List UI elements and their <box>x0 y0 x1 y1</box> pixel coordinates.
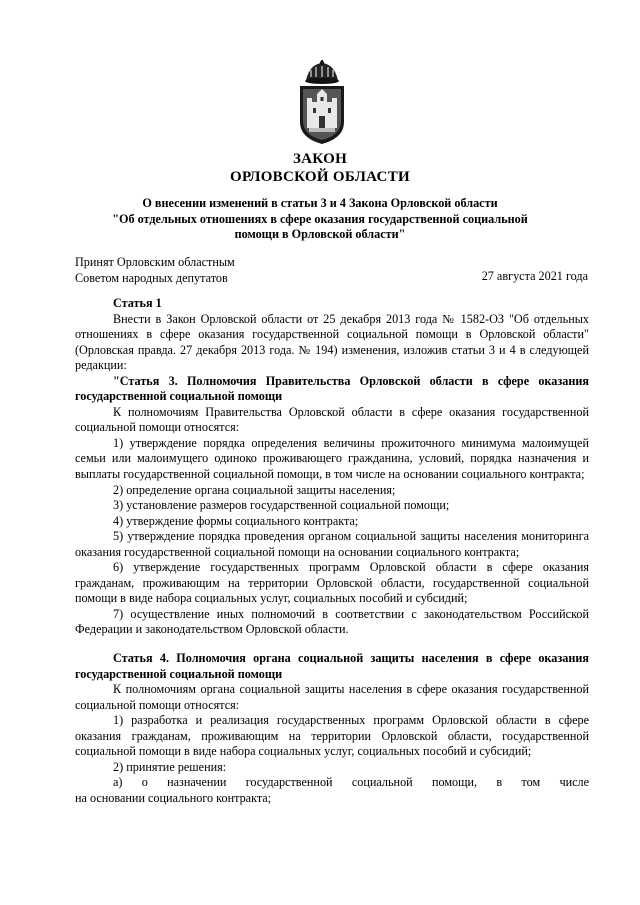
subtitle-line: помощи в Орловской области" <box>234 227 406 241</box>
adoption-date: 27 августа 2021 года <box>481 269 588 283</box>
article-4-heading: Статья 4. Полномочия органа социальной защиты населения в сфере оказания государственной социальной помощи <box>75 651 589 681</box>
article-3-item: 6) утверждение государственных программ Орловской области в сфере оказания гражданам, проживающим на территории Орловской области, государственной социальной помощи в виде набора социальных услуг, социальных пособий и субсидий; <box>75 560 589 606</box>
document-type-heading: ЗАКОН <box>292 151 348 167</box>
article-1-text: Внести в Закон Орловской области от 25 декабря 2013 года № 1582-ОЗ "Об отдельных отношениях в сфере оказания государственной социальной помощи в Орловской области" (Орловская правда. 27 декабря 2013 года. № 194) изменения, изложив статьи 3 и 4 в следующей редакции: <box>75 311 589 373</box>
article-3-item: 5) утверждение порядка проведения органом социальной защиты населения мониторинга оказания государственной социальной помощи на основании социального контракта; <box>75 529 589 559</box>
article-4-item: 1) разработка и реализация государственных программ Орловской области в сфере оказания гражданам, проживающим на территории Орловской области, государственной социальной помощи в виде набора социальных услуг, социальных пособий и субсидий; <box>75 713 589 759</box>
region-heading: ОРЛОВСКОЙ ОБЛАСТИ <box>230 169 410 185</box>
article-3-item: 2) определение органа социальной защиты населения; <box>113 482 396 497</box>
article-3-intro: К полномочиям Правительства Орловской области в сфере оказания государственной социальной помощи относятся: <box>75 404 589 435</box>
article-4-item: 2) принятие решения: <box>113 759 227 774</box>
article-3-item: 7) осуществление иных полномочий в соответствии с законодательством Российской Федерации и законодательством Орловской области. <box>75 606 589 637</box>
article-4-subitem-continuation: на основании социального контракта; <box>75 790 272 805</box>
adoption-statement <box>75 254 235 286</box>
article-3-item: 4) утверждение формы социального контракта; <box>113 513 359 528</box>
adoption-line: Принят Орловским областным <box>75 255 235 269</box>
coat-of-arms-icon <box>296 60 348 146</box>
law-subtitle <box>70 196 570 243</box>
article-4-intro: К полномочиям органа социальной защиты населения в сфере оказания государственной социальной помощи относятся: <box>75 682 589 712</box>
law-body <box>75 296 589 807</box>
article-3-item: 3) установление размеров государственной социальной помощи; <box>113 498 450 513</box>
section-gap <box>75 638 589 651</box>
adoption-line: Советом народных депутатов <box>75 271 228 285</box>
article-3-item: 1) утверждение порядка определения величины прожиточного минимума малоимущей семьи или малоимущего одиноко проживающего гражданина, условий, порядка назначения и выплаты государственной социальной помощи, в том числе на основании социального контракта; <box>75 435 589 482</box>
subtitle-line: О внесении изменений в статьи 3 и 4 Закона Орловской области <box>142 196 498 210</box>
article-1-heading: Статья 1 <box>113 296 162 310</box>
article-3-heading: "Статья 3. Полномочия Правительства Орловской области в сфере оказания государственной социальной помощи <box>75 373 589 404</box>
subtitle-line: "Об отдельных отношениях в сфере оказания государственной социальной <box>112 211 528 226</box>
article-4-subitem: а) о назначении государственной социальной помощи, в том числе <box>113 775 589 790</box>
